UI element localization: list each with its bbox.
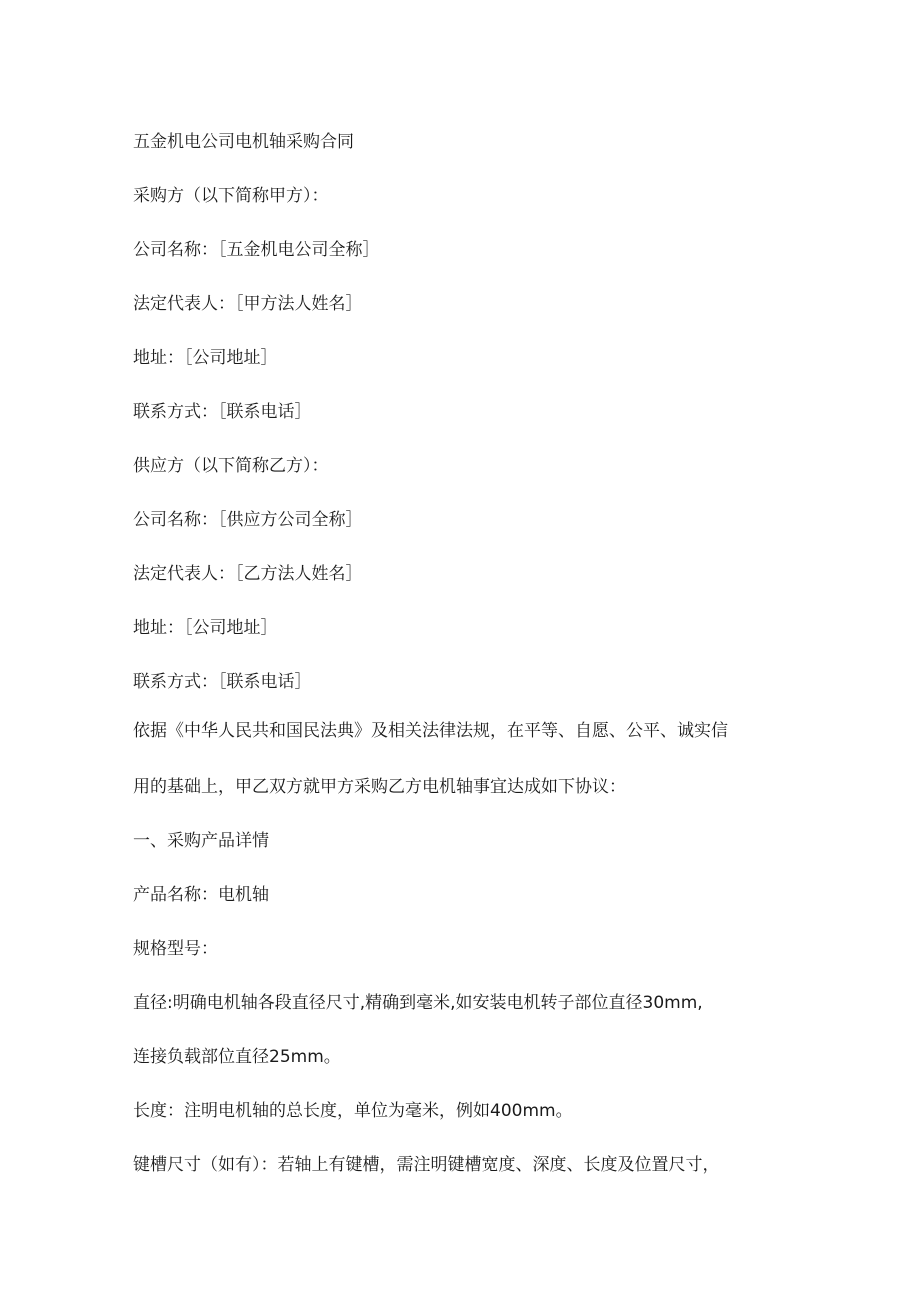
spec-label: 规格型号： <box>133 939 218 959</box>
section-1-heading: 一、采购产品详情 <box>133 831 269 851</box>
contract-title: 五金机电公司电机轴采购合同 <box>133 132 354 152</box>
keyway-spec: 键槽尺寸（如有）：若轴上有键槽，需注明键槽宽度、深度、长度及位置尺寸， <box>133 1155 720 1175</box>
supplier-contact: 联系方式：［联系电话］ <box>133 672 312 692</box>
buyer-company: 公司名称：［五金机电公司全称］ <box>133 240 380 260</box>
buyer-representative: 法定代表人：［甲方法人姓名］ <box>133 294 363 314</box>
buyer-heading: 采购方（以下简称甲方）： <box>133 186 329 206</box>
diameter-line-2: 连接负载部位直径25mm。 <box>133 1047 341 1067</box>
diameter-line-1: 直径:明确电机轴各段直径尺寸,精确到毫米,如安装电机转子部位直径30mm, <box>133 993 703 1013</box>
buyer-address: 地址：［公司地址］ <box>133 348 278 368</box>
supplier-representative: 法定代表人：［乙方法人姓名］ <box>133 564 363 584</box>
supplier-company: 公司名称：［供应方公司全称］ <box>133 510 363 530</box>
buyer-contact: 联系方式：［联系电话］ <box>133 402 312 422</box>
product-name: 产品名称：电机轴 <box>133 885 269 905</box>
length-spec: 长度：注明电机轴的总长度，单位为毫米，例如400mm。 <box>133 1101 573 1121</box>
supplier-address: 地址：［公司地址］ <box>133 618 278 638</box>
preamble-line-1: 依据《中华人民共和国民法典》及相关法律法规，在平等、自愿、公平、诚实信 <box>133 721 728 741</box>
preamble-line-2: 用的基础上，甲乙双方就甲方采购乙方电机轴事宜达成如下协议： <box>133 777 626 797</box>
supplier-heading: 供应方（以下简称乙方）： <box>133 456 329 476</box>
